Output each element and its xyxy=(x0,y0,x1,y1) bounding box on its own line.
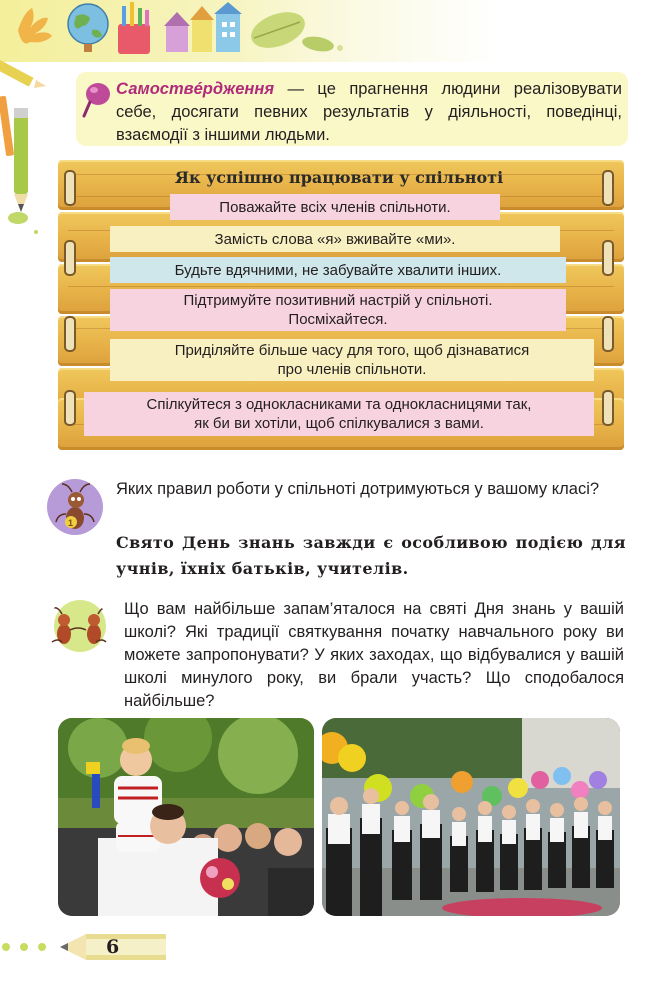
rule-item xyxy=(84,392,594,436)
photo-celebration xyxy=(58,718,314,916)
rope-tie xyxy=(64,316,76,352)
board-title: Як успішно працювати у спільноті xyxy=(174,168,504,187)
rule-text: Поважайте всіх членів спільноти. xyxy=(219,198,451,216)
rule-item xyxy=(110,289,566,331)
rope-tie xyxy=(64,390,76,426)
rule-text: Посміхайтеся. xyxy=(288,311,388,328)
rules-board xyxy=(50,158,628,450)
rope-tie xyxy=(602,390,614,426)
definition-term: Самоствéрдження xyxy=(116,80,275,98)
question-badge: 1 xyxy=(68,518,74,528)
rule-text: Приділяйте більше часу для того, щоб дізнаватися xyxy=(174,342,530,359)
ant-thinking-icon xyxy=(46,478,104,536)
pencil-decoration xyxy=(0,0,56,240)
definition-text xyxy=(116,78,622,147)
pushpin-icon xyxy=(80,80,114,118)
page-number: 6 xyxy=(106,936,120,958)
footer-pencil-decoration xyxy=(0,930,170,964)
rule-item xyxy=(110,257,566,283)
rule-item xyxy=(110,226,560,252)
rule-text: про членів спільноти. xyxy=(277,361,427,378)
rope-tie xyxy=(602,240,614,276)
definition-body: — це прагнення людини реалізовувати себе, досягати певних результатів у діяльності, поведінці, взаємодії з іншими людьми. xyxy=(116,80,622,144)
rope-tie xyxy=(602,316,614,352)
rule-text: як би ви хотіли, щоб спілкувалися з вами. xyxy=(194,415,484,432)
photo-school-line-image xyxy=(322,718,620,916)
banner-illustration xyxy=(0,0,666,62)
statement-text: Свято День знань завжди є особливою подією для учнів, їхніх батьків, учителів. xyxy=(116,533,626,578)
rope-tie xyxy=(64,240,76,276)
rule-text: Замість слова «я» вживайте «ми». xyxy=(214,230,456,248)
rule-item xyxy=(170,194,500,220)
rule-text: Спілкуйтеся з однокласниками та однокласницями так, xyxy=(146,396,532,413)
photo-celebration-image xyxy=(58,718,314,916)
rule-item xyxy=(110,339,594,381)
photo-school-line xyxy=(322,718,620,916)
top-banner xyxy=(0,0,666,62)
rule-text: Будьте вдячними, не забувайте хвалити інших. xyxy=(174,261,502,279)
question-1-text: Яких правил роботи у спільноті дотримуються у вашому класі? xyxy=(116,480,600,498)
ants-discussion-icon xyxy=(46,598,110,658)
rule-text: Підтримуйте позитивний настрій у спільноті. xyxy=(183,292,493,309)
question-2-text: Що вам найбільше запам’яталося на святі Дня знань у вашій школі? Які традиції святкування початку навчального року ви можете запропонувати? У яких заходах, що відбувалися у вашій школі минулого року, ви брали участь? Що сподобалося найбільше? xyxy=(124,600,624,710)
